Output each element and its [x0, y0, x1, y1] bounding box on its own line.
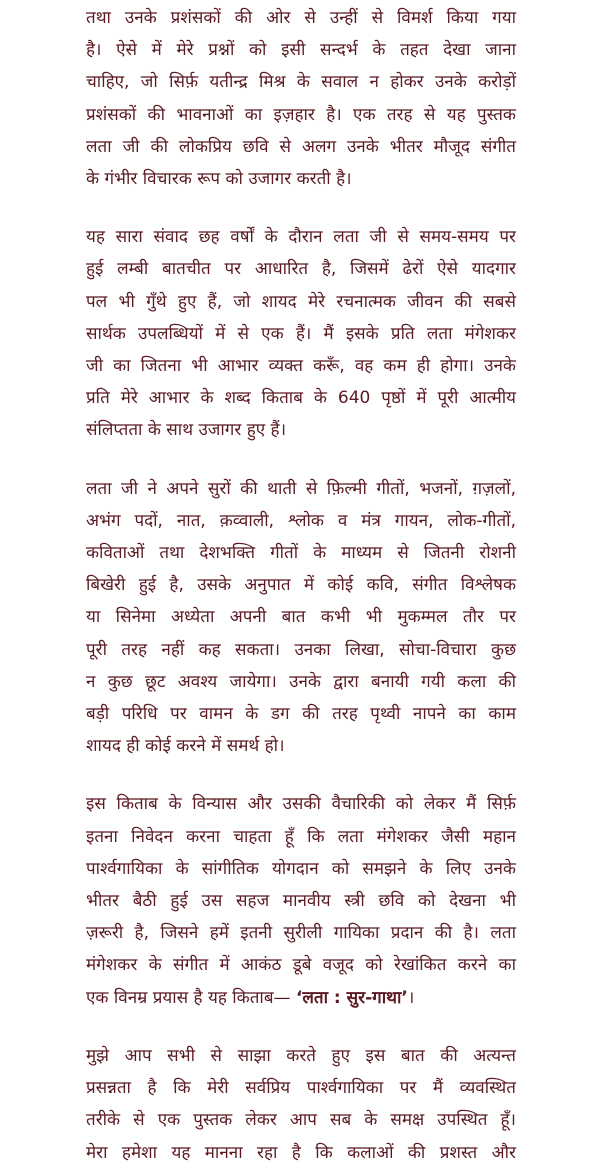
paragraph-2 — [86, 221, 516, 446]
text-line: संलिप्तता के साथ उजागर हुए हैं। — [86, 420, 287, 441]
text-line: इस किताब के विन्यास और उसकी वैचारिकी को लेकर मैं सिर्फ़ — [86, 794, 516, 815]
text-line: प्रसन्नता है कि मेरी सर्वप्रिय पार्श्वगायिका पर मैं व्यवस्थित — [86, 1078, 516, 1099]
book-title: ‘लता : सुर-गाथा’ — [295, 987, 408, 1008]
text-line: है। ऐसे में मेरे प्रश्नों को इसी सन्दर्भ के तहत देखा जाना — [86, 40, 516, 61]
paragraph-5 — [86, 1040, 516, 1169]
text-line: मंगेशकर के संगीत में आकंठ डूबे वजूद को रेखांकित करने का — [86, 955, 516, 976]
text-line: मुझे आप सभी से साझा करते हुए इस बात की अत्यन्त — [86, 1045, 516, 1066]
text-line: सार्थक उपलब्धियों में से एक हैं। मैं इसके प्रति लता मंगेशकर — [86, 323, 516, 344]
text-line: प्रति मेरे आभार के शब्द किताब के 640 पृष्ठों में पूरी आत्मीय — [86, 388, 516, 409]
text-line: लता जी की लोकप्रिय छवि से अलग उनके भीतर मौजूद संगीत — [86, 136, 516, 157]
text-line: कविताओं तथा देशभक्ति गीतों के माध्यम से जितनी रोशनी — [86, 543, 516, 564]
text-line: प्रशंसकों की भावनाओं का इज़हार है। एक तरह से यह पुस्तक — [86, 104, 516, 125]
text-line: पल भी गुँथे हुए हैं, जो शायद मेरे रचनात्मक जीवन की सबसे — [86, 291, 516, 312]
text-line: पार्श्वगायिका के सांगीतिक योगदान को समझने के लिए उनके — [86, 858, 516, 879]
closing-text: एक विनम्र प्रयास है यह किताब— — [86, 987, 296, 1008]
text-line: लता जी ने अपने सुरों की थाती से फ़िल्मी गीतों, भजनों, ग़ज़लों, — [86, 478, 516, 499]
text-line: शायद ही कोई करने में समर्थ हो। — [86, 736, 285, 757]
paragraph-3 — [86, 473, 516, 763]
text-line: चाहिए, जो सिर्फ़ यतीन्द्र मिश्र के सवाल न होकर उनके करोड़ों — [86, 72, 516, 93]
text-line: न कुछ छूट अवश्य जायेगा। उनके द्वारा बनायी गयी कला की — [86, 671, 516, 692]
text-line: भीतर बैठी हुई उस सहज मानवीय स्त्री छवि को देखना भी — [86, 891, 516, 912]
paragraph-4 — [86, 788, 516, 1013]
paragraph-1 — [86, 2, 516, 195]
text-line: या सिनेमा अध्येता अपनी बात कभी भी मुकम्मल तौर पर — [86, 607, 516, 628]
text-line: तरीके से एक पुस्तक लेकर आप सब के समक्ष उपस्थित हूँ। — [86, 1110, 516, 1131]
text-line: हुई लम्बी बातचीत पर आधारित है, जिसमें ढेरों ऐसे यादगार — [86, 259, 516, 280]
text-line: बिखेरी हुई है, उसके अनुपात में कोई कवि, संगीत विश्लेषक — [86, 575, 516, 596]
closing-punctuation: । — [407, 987, 415, 1008]
text-line: जी का जितना भी आभार व्यक्त करूँ, वह कम ही होगा। उनके — [86, 356, 516, 377]
text-line: बड़ी परिधि पर वामन के डग की तरह पृथ्वी नापने का काम — [86, 704, 516, 725]
text-line: मेरा हमेशा यह मानना रहा है कि कलाओं की प्रशस्त और — [86, 1142, 516, 1163]
text-line: अभंग पदों, नात, क़व्वाली, श्लोक व मंत्र गायन, लोक-गीतों, — [86, 510, 516, 531]
text-line: के गंभीर विचारक रूप को उजागर करती है। — [86, 169, 352, 190]
text-line: तथा उनके प्रशंसकों की ओर से उन्हीं से विमर्श किया गया — [86, 8, 516, 28]
text-line: पूरी तरह नहीं कह सकता। उनका लिखा, सोचा-विचारा कुछ — [86, 639, 516, 660]
text-line: ज़रूरी है, जिसने हमें इतनी सुरीली गायिका प्रदान की है। लता — [86, 923, 516, 944]
closing-line — [86, 982, 516, 1014]
text-line: इतना निवेदन करना चाहता हूँ कि लता मंगेशकर जैसी महान — [86, 826, 516, 847]
text-line: यह सारा संवाद छह वर्षों के दौरान लता जी से समय-समय पर — [86, 227, 516, 248]
